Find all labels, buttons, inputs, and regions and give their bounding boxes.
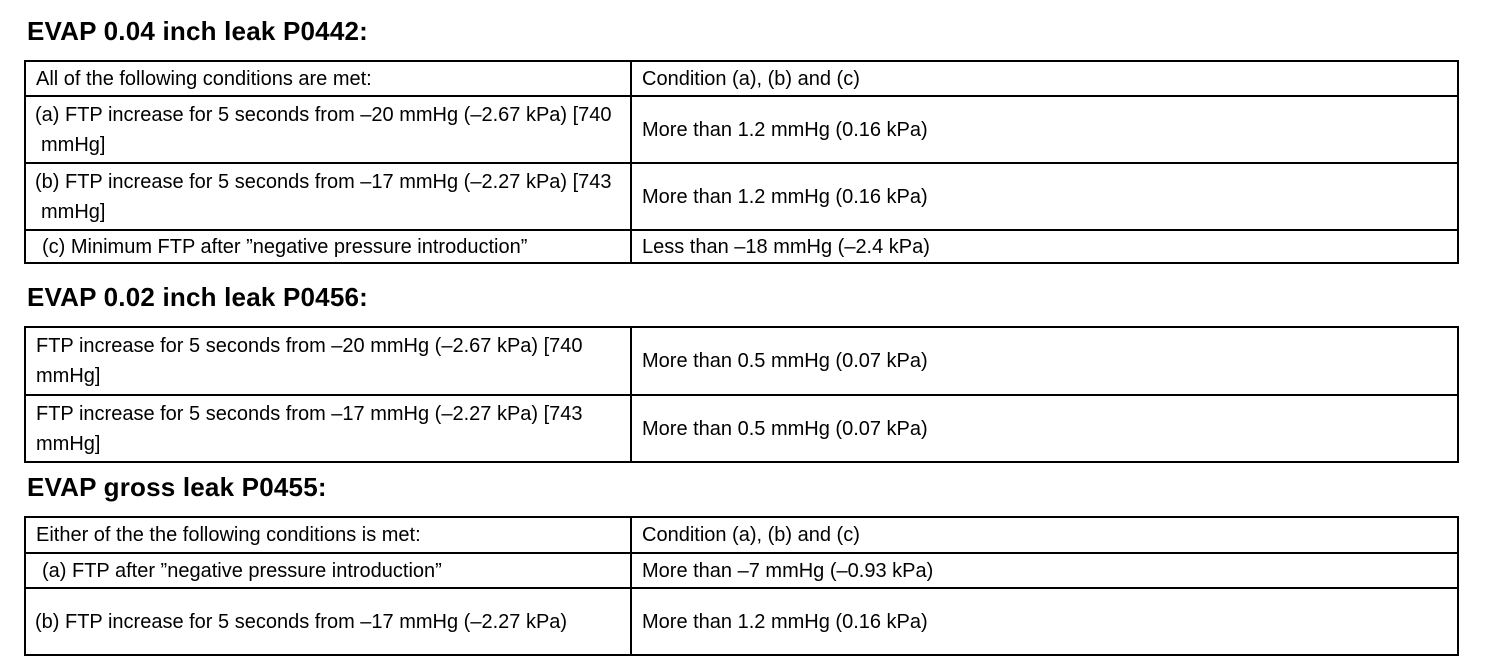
- condition-cell: Either of the the following conditions is met:: [25, 517, 631, 553]
- threshold-cell: More than 0.5 mmHg (0.07 kPa): [631, 327, 1458, 395]
- threshold-cell: More than 0.5 mmHg (0.07 kPa): [631, 395, 1458, 462]
- section-title-p0455: EVAP gross leak P0455:: [27, 472, 327, 502]
- table-p0455: [24, 516, 1459, 656]
- condition-cell: (b) FTP increase for 5 seconds from –17 mmHg (–2.27 kPa): [25, 588, 631, 655]
- table-row: [25, 230, 1458, 263]
- table-row: [25, 517, 1458, 553]
- table-row: [25, 327, 1458, 395]
- table-row: [25, 163, 1458, 230]
- table-p0442: [24, 60, 1459, 264]
- threshold-cell: Condition (a), (b) and (c): [631, 61, 1458, 96]
- threshold-cell: Less than –18 mmHg (–2.4 kPa): [631, 230, 1458, 263]
- threshold-cell: More than 1.2 mmHg (0.16 kPa): [631, 163, 1458, 230]
- condition-cell: (b) FTP increase for 5 seconds from –17 mmHg (–2.27 kPa) [743 mmHg]: [25, 163, 631, 230]
- condition-cell: (a) FTP increase for 5 seconds from –20 mmHg (–2.67 kPa) [740 mmHg]: [25, 96, 631, 163]
- threshold-cell: More than –7 mmHg (–0.93 kPa): [631, 553, 1458, 588]
- table-row: [25, 588, 1458, 655]
- table-row: [25, 553, 1458, 588]
- threshold-cell: More than 1.2 mmHg (0.16 kPa): [631, 588, 1458, 655]
- condition-cell: All of the following conditions are met:: [25, 61, 631, 96]
- threshold-cell: More than 1.2 mmHg (0.16 kPa): [631, 96, 1458, 163]
- table-row: [25, 96, 1458, 163]
- condition-cell: FTP increase for 5 seconds from –20 mmHg (–2.67 kPa) [740 mmHg]: [25, 327, 631, 395]
- section-title-p0456: EVAP 0.02 inch leak P0456:: [27, 282, 368, 312]
- table-row: [25, 61, 1458, 96]
- section-title-p0442: EVAP 0.04 inch leak P0442:: [27, 16, 368, 46]
- table-p0456: [24, 326, 1459, 463]
- condition-cell: (a) FTP after ”negative pressure introduction”: [25, 553, 631, 588]
- table-row: [25, 395, 1458, 462]
- threshold-cell: Condition (a), (b) and (c): [631, 517, 1458, 553]
- condition-cell: (c) Minimum FTP after ”negative pressure introduction”: [25, 230, 631, 263]
- condition-cell: FTP increase for 5 seconds from –17 mmHg (–2.27 kPa) [743 mmHg]: [25, 395, 631, 462]
